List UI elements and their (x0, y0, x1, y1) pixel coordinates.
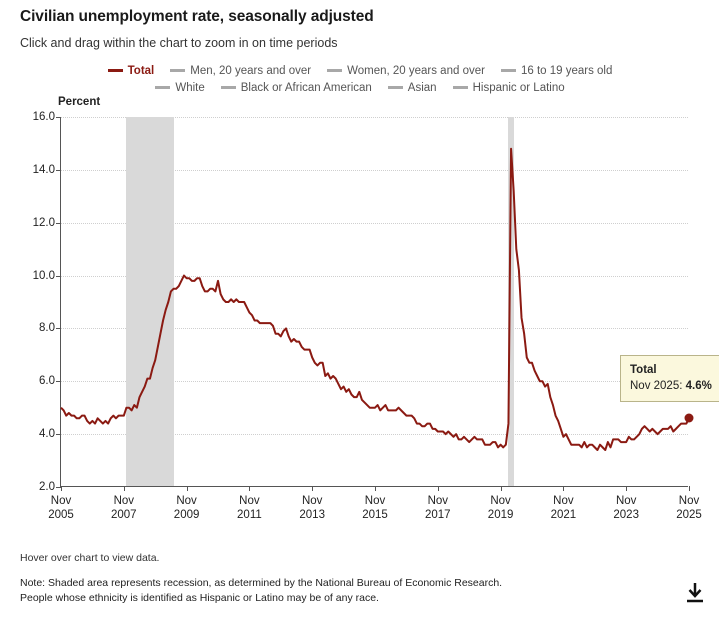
x-axis-tick-label: Nov 2015 (362, 495, 388, 521)
legend-item-men-20-and-over[interactable] (170, 65, 311, 77)
download-icon[interactable] (684, 581, 706, 605)
x-axis-tick-label: Nov 2009 (173, 495, 200, 521)
y-axis-tick-label: 14.0 (32, 163, 55, 176)
series-line-total (61, 149, 689, 450)
tooltip-value: 4.6% (685, 380, 712, 393)
x-axis-tick-label: Nov 2007 (111, 495, 137, 521)
y-axis-title: Percent (58, 96, 101, 108)
tooltip-series-name: Total (630, 364, 657, 377)
x-axis-tick-mark (312, 486, 313, 491)
legend-swatch-women-20-and-over (327, 69, 342, 72)
x-axis-tick-label: Nov 2023 (613, 495, 639, 521)
legend-label-total: Total (127, 64, 155, 77)
x-axis-tick-mark (563, 486, 564, 491)
legend-swatch-white (155, 86, 170, 89)
footnote-line-1: Note: Shaded area represents recession, as determined by the National Bureau of Economic Research. (20, 577, 503, 589)
page-subtitle: Click and drag within the chart to zoom in on time periods (20, 36, 338, 50)
y-axis-tick-mark (56, 381, 61, 382)
x-axis-tick-mark (124, 486, 125, 491)
legend-swatch-black-or-african-american (221, 86, 236, 89)
x-axis-tick-mark (249, 486, 250, 491)
x-axis-tick-label: Nov 2019 (487, 495, 514, 521)
x-axis-tick-mark (438, 486, 439, 491)
y-axis-tick-mark (56, 276, 61, 277)
x-axis-tick-mark (501, 486, 502, 491)
y-axis-tick-mark (56, 117, 61, 118)
legend-swatch-total (108, 69, 123, 72)
y-axis-tick-mark (56, 434, 61, 435)
y-axis-tick-mark (56, 328, 61, 329)
y-axis-tick-mark (56, 170, 61, 171)
x-axis-tick-label: Nov 2017 (425, 495, 451, 521)
legend-label-asian: Asian (407, 81, 437, 94)
legend-swatch-asian (388, 86, 403, 89)
hover-hint: Hover over chart to view data. (20, 552, 160, 564)
legend-row-1 (20, 62, 700, 79)
x-axis-tick-label: Nov 2025 (676, 495, 702, 521)
page-title: Civilian unemployment rate, seasonally adjusted (20, 8, 374, 25)
y-axis-tick-label: 2.0 (39, 481, 55, 493)
tooltip-date: Nov 2025: (630, 380, 683, 393)
y-axis-tick-label: 16.0 (32, 111, 55, 123)
legend-label-men-20-and-over: Men, 20 years and over (190, 64, 312, 77)
x-axis-tick-label: Nov 2013 (299, 495, 325, 521)
legend-label-women-20-and-over: Women, 20 years and over (347, 64, 485, 77)
x-axis-tick-mark (375, 486, 376, 491)
legend-label-black-or-african-american: Black or African American (240, 81, 372, 94)
legend-item-total[interactable] (108, 65, 155, 77)
footnote-line-2: People whose ethnicity is identified as Hispanic or Latino may be of any race. (20, 592, 379, 604)
legend-label-16-to-19: 16 to 19 years old (520, 64, 613, 77)
legend-swatch-men-20-and-over (170, 69, 185, 72)
x-axis-tick-label: Nov 2011 (237, 495, 262, 521)
legend-label-hispanic-or-latino: Hispanic or Latino (472, 81, 565, 94)
y-axis-tick-mark (56, 223, 61, 224)
chart-area[interactable] (0, 92, 719, 532)
series-endpoint-marker[interactable] (685, 414, 694, 423)
legend-swatch-16-to-19 (501, 69, 516, 72)
x-axis-tick-mark (187, 486, 188, 491)
chart-legend (20, 62, 700, 96)
legend-swatch-hispanic-or-latino (453, 86, 468, 89)
y-axis-tick-label: 8.0 (39, 322, 55, 335)
y-axis-tick-label: 4.0 (39, 428, 55, 441)
x-axis-tick-label: Nov 2005 (48, 495, 74, 521)
legend-item-women-20-and-over[interactable] (327, 65, 485, 77)
download-glyph (684, 581, 706, 605)
tooltip-value-line (630, 378, 712, 394)
data-tooltip (620, 355, 719, 402)
x-axis-tick-mark (689, 486, 690, 491)
legend-label-white: White (175, 81, 205, 94)
legend-item-16-to-19[interactable] (501, 65, 612, 77)
chart-footnotes (20, 576, 502, 606)
x-axis-tick-mark (626, 486, 627, 491)
x-axis-tick-mark (61, 486, 62, 491)
y-axis-tick-label: 12.0 (32, 216, 55, 229)
y-axis-tick-label: 10.0 (32, 269, 55, 282)
series-lines (61, 117, 689, 487)
x-axis-tick-label: Nov 2021 (550, 495, 577, 521)
y-axis-tick-label: 6.0 (39, 375, 55, 388)
